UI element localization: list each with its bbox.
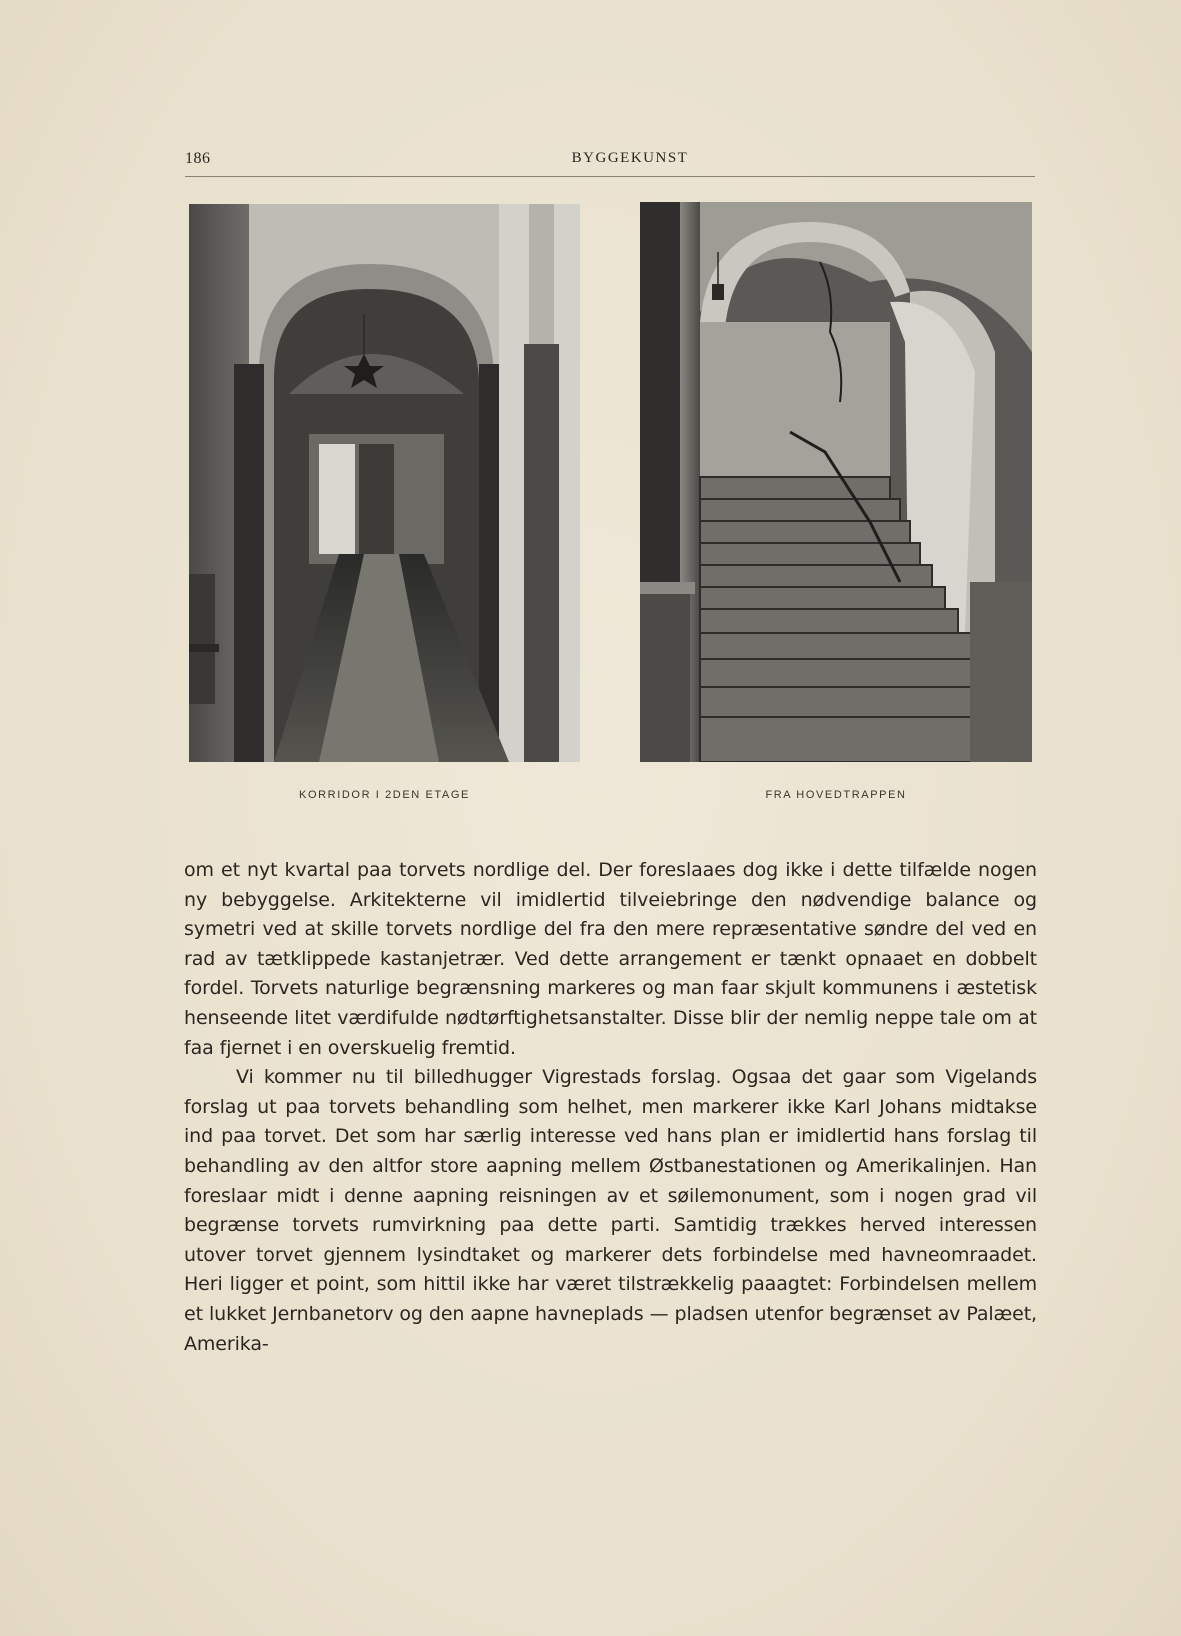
page-number: 186 <box>185 150 211 167</box>
body-text <box>184 856 1037 1359</box>
journal-title: BYGGEKUNST <box>571 150 689 166</box>
figure-caption-left: KORRIDOR I 2DEN ETAGE <box>299 789 470 801</box>
figure-caption-right: FRA HOVEDTRAPPEN <box>765 789 907 801</box>
paragraph: om et nyt kvartal paa torvets nordlige del. Der foreslaaes dog ikke i dette tilfælde nogen ny bebyggelse. Arkitekterne vil imidlertid tilveiebringe den nødvendige balance og symetri ved at skille torvets nordlige del fra den mere repræsentative søndre del ved en rad av tætklippede kastanjetrær. Ved dette arrangement er tænkt opnaaet en dobbelt fordel. Torvets naturlige begrænsning markeres og man faar skjult kommunens i æstetisk henseende litet værdifulde nødtørftighetsanstalter. Disse blir der nemlig neppe tale om at faa fjernet i en overskuelig fremtid. <box>184 859 1037 1059</box>
staircase-photo <box>640 202 1032 762</box>
corridor-photo <box>189 204 580 762</box>
running-head <box>185 148 1035 177</box>
paragraph: Vi kommer nu til billedhugger Vigrestads forslag. Ogsaa det gaar som Vigelands forslag ut paa torvets behandling som helhet, men markerer ikke Karl Johans midtakse ind paa torvet. Det som har særlig interesse ved hans plan er imidlertid hans forslag til behandling av den altfor store aapning mellem Østbanestationen og Amerikalinjen. Han foreslaar midt i denne aapning reisningen av et søilemonument, som i nogen grad vil begrænse torvets rumvirkning paa dette parti. Samtidig trækkes herved interessen utover torvet gjennem lysindtaket og markerer dets forbindelse med havneomraadet. Heri ligger et point, som hittil ikke har været tilstrækkelig paaagtet: Forbindelsen mellem et lukket Jernbanetorv og den aapne havneplads — pladsen utenfor begrænset av Palæet, Amerika- <box>184 1066 1037 1355</box>
